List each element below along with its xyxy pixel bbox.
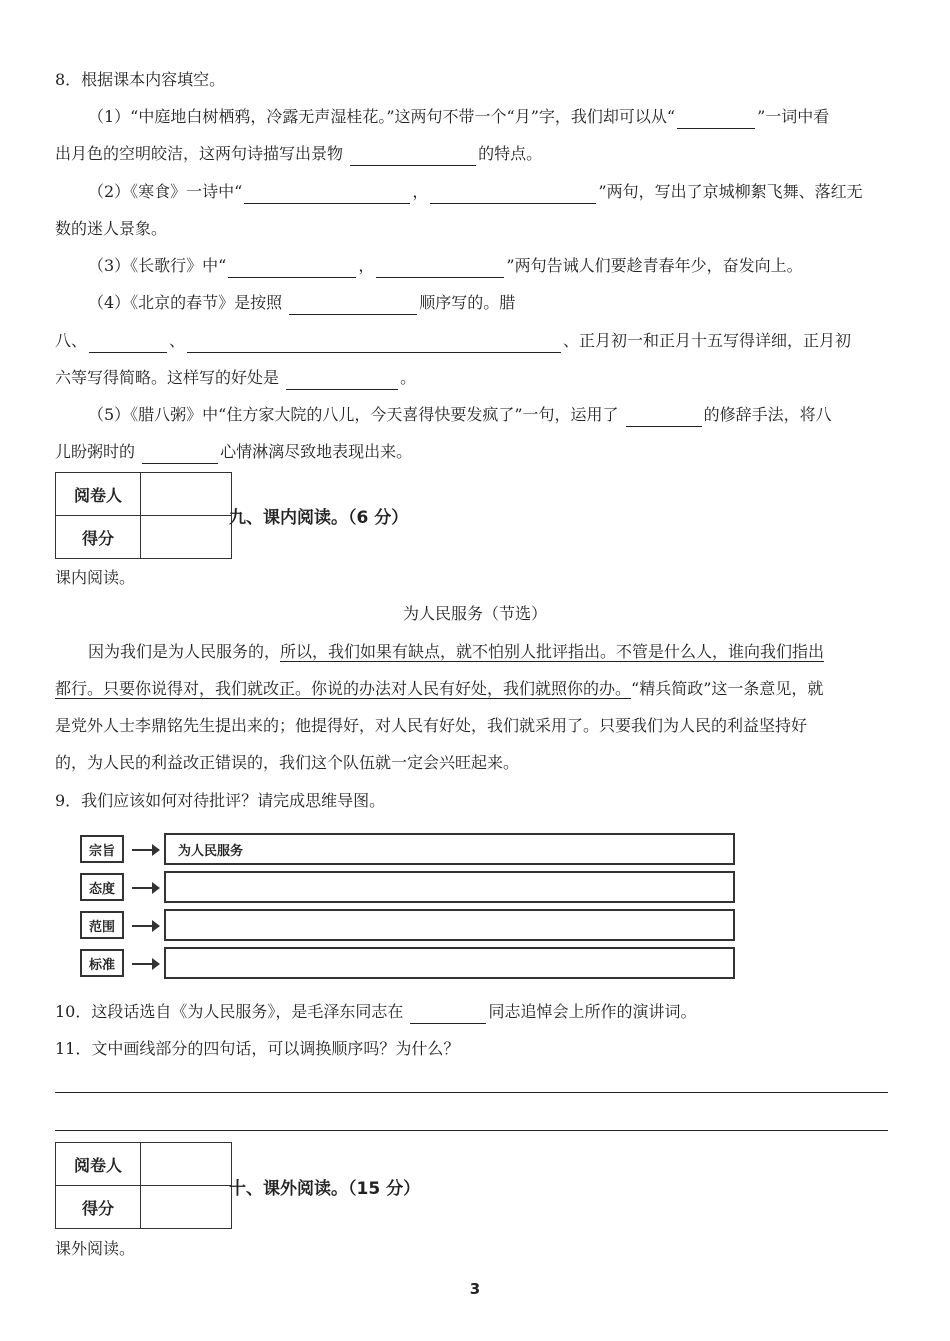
blank-q8-5-1[interactable]	[626, 408, 702, 427]
arrow-right-icon	[132, 849, 158, 851]
arrow-right-icon	[132, 963, 158, 965]
blank-q8-5-2[interactable]	[142, 445, 218, 464]
q8-item2-line1: （2）《寒食》一诗中“ ， ”两句，写出了京城柳絮飞舞、落红无	[88, 180, 863, 204]
passage-line1: 因为我们是为人民服务的，所以，我们如果有缺点，就不怕别人批评指出。不管是什么人，谁向我们指出	[88, 642, 825, 661]
section10-title: 十、课外阅读。（15 分）	[229, 1179, 421, 1199]
score-label: 得分	[56, 516, 141, 559]
q8-item1-line1: （1）“中庭地白树栖鸦，冷露无声湿桂花。”这两句不带一个“月”字，我们却可以从“ ”一词中看	[88, 105, 829, 129]
mindmap-answer-box[interactable]	[164, 947, 735, 979]
page-number: 3	[469, 1280, 481, 1298]
mindmap-box: 为人民服务	[164, 833, 735, 865]
score-table-10	[55, 1142, 232, 1229]
passage-line3: 是党外人士李鼎铭先生提出来的；他提得好，对人民有好处，我们就采用了。只要我们为人民的利益坚持好	[55, 716, 808, 735]
mindmap-label: 宗旨	[80, 835, 124, 863]
arrow-right-icon	[132, 925, 158, 927]
answer-line-1[interactable]	[55, 1092, 888, 1093]
reviewer-label: 阅卷人	[56, 473, 141, 516]
mindmap-label: 范围	[80, 911, 124, 939]
reviewer-cell[interactable]	[141, 1143, 232, 1186]
mindmap-label: 标准	[80, 949, 124, 977]
q8-item1-line2: 出月色的空明皎洁，这两句诗描写出景物 的特点。	[55, 142, 542, 166]
blank-q8-1-2[interactable]	[350, 147, 476, 166]
blank-q8-2-2[interactable]	[430, 185, 596, 204]
passage-title: 为人民服务（节选）	[402, 604, 547, 623]
blank-q8-4-4[interactable]	[286, 371, 398, 390]
score-label: 得分	[56, 1186, 141, 1229]
blank-q8-4-1[interactable]	[289, 296, 417, 315]
blank-q8-4-2[interactable]	[89, 334, 167, 353]
mindmap-answer-box[interactable]	[164, 871, 735, 903]
section10-intro: 课外阅读。	[55, 1239, 136, 1258]
q8-title: 8．根据课本内容填空。	[55, 70, 226, 89]
q9-title: 9．我们应该如何对待批评？请完成思维导图。	[55, 791, 386, 810]
blank-q8-3-1[interactable]	[228, 259, 356, 278]
q8-item5-line1: （5）《腊八粥》中“住方家大院的八儿，今天喜得快要发疯了”一句，运用了 的修辞手法，将八	[88, 403, 832, 427]
q8-item3: （3）《长歌行》中“ ， ”两句告诫人们要趁青春年少，奋发向上。	[88, 254, 803, 278]
q8-item2-line2: 数的迷人景象。	[55, 219, 168, 238]
passage-line2: 都行。只要你说得对，我们就改正。你说的办法对人民有好处，我们就照你的办。“精兵简政”这一条意见，就	[55, 679, 824, 698]
arrow-right-icon	[132, 887, 158, 889]
blank-q10[interactable]	[410, 1005, 486, 1024]
section9-title: 九、课内阅读。（6 分）	[229, 508, 409, 528]
q8-item4-line1: （4）《北京的春节》是按照 顺序写的。腊	[88, 291, 515, 315]
score-cell[interactable]	[141, 516, 232, 559]
q10: 10．这段话选自《为人民服务》，是毛泽东同志在 同志追悼会上所作的演讲词。	[55, 1000, 696, 1024]
underlined-sentence: 都行。只要你说得对，我们就改正。你说的办法对人民有好处，我们就照你的办。	[55, 679, 632, 698]
mindmap-label: 态度	[80, 873, 124, 901]
mindmap-answer-box[interactable]	[164, 909, 735, 941]
blank-q8-4-3[interactable]	[187, 334, 561, 353]
reviewer-label: 阅卷人	[56, 1143, 141, 1186]
answer-line-2[interactable]	[55, 1130, 888, 1131]
q11-title: 11．文中画线部分的四句话，可以调换顺序吗？为什么？	[55, 1039, 460, 1058]
passage-line4: 的，为人民的利益改正错误的，我们这个队伍就一定会兴旺起来。	[55, 753, 520, 772]
q8-item4-line3: 六等写得简略。这样写的好处是 。	[55, 366, 416, 390]
score-table-9	[55, 472, 232, 559]
q8-item5-line2: 儿盼粥时的 心情淋漓尽致地表现出来。	[55, 440, 412, 464]
underlined-sentence: 所以，我们如果有缺点，就不怕别人批评指出。不管是什么人，谁向我们指出	[280, 642, 825, 661]
section9-intro: 课内阅读。	[55, 568, 136, 587]
q8-item4-line2: 八、 、 、正月初一和正月十五写得详细，正月初	[55, 329, 851, 353]
score-cell[interactable]	[141, 1186, 232, 1229]
blank-q8-2-1[interactable]	[244, 185, 410, 204]
blank-q8-3-2[interactable]	[376, 259, 504, 278]
blank-q8-1-1[interactable]	[677, 110, 755, 129]
reviewer-cell[interactable]	[141, 473, 232, 516]
